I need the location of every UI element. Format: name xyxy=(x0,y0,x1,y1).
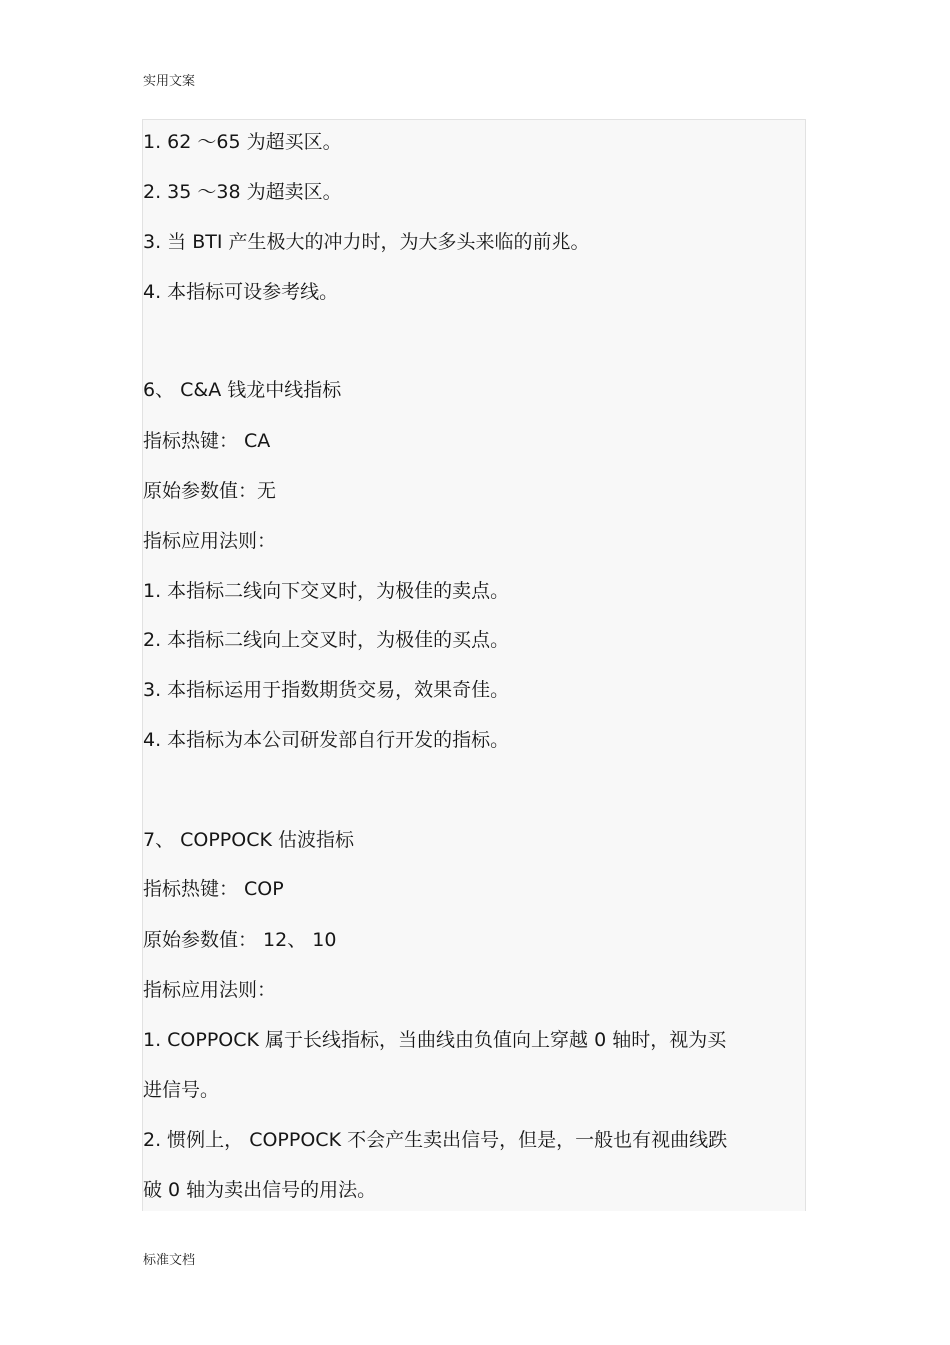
section-heading-ca: 6、 C&A 钱龙中线指标 xyxy=(143,379,342,401)
text-line-ca-1: 1. 本指标二线向下交叉时，为极佳的卖点。 xyxy=(143,580,510,602)
text-line-hotkey-ca: 指标热键： CA xyxy=(143,430,271,452)
text-line-cop-2a: 2. 惯例上， COPPOCK 不会产生卖出信号，但是，一般也有视曲线跌 xyxy=(143,1129,728,1151)
header-label: 实用文案 xyxy=(143,74,196,89)
text-line-ca-3: 3. 本指标运用于指数期货交易，效果奇佳。 xyxy=(143,679,510,701)
text-line-ca-2: 2. 本指标二线向上交叉时，为极佳的买点。 xyxy=(143,629,510,651)
text-line-params-cop: 原始参数值： 12、 10 xyxy=(143,929,337,951)
text-line-1: 1. 62 ～65 为超买区。 xyxy=(143,131,342,153)
text-line-rules-cop: 指标应用法则： xyxy=(143,979,277,1001)
text-line-ca-4: 4. 本指标为本公司研发部自行开发的指标。 xyxy=(143,729,510,751)
text-line-2: 2. 35 ～38 为超卖区。 xyxy=(143,181,342,203)
text-line-cop-2b: 破 0 轴为卖出信号的用法。 xyxy=(143,1179,377,1201)
text-line-rules-ca: 指标应用法则： xyxy=(143,530,277,552)
footer-label: 标准文档 xyxy=(143,1253,196,1268)
text-line-4: 4. 本指标可设参考线。 xyxy=(143,281,339,303)
text-line-params-ca: 原始参数值：无 xyxy=(143,480,277,502)
text-line-cop-1a: 1. COPPOCK 属于长线指标，当曲线由负值向上穿越 0 轴时，视为买 xyxy=(143,1029,727,1051)
text-line-cop-1b: 进信号。 xyxy=(143,1079,220,1101)
text-line-hotkey-cop: 指标热键： COP xyxy=(143,878,284,900)
section-heading-cop: 7、 COPPOCK 估波指标 xyxy=(143,829,354,851)
text-line-3: 3. 当 BTI 产生极大的冲力时，为大多头来临的前兆。 xyxy=(143,231,590,253)
